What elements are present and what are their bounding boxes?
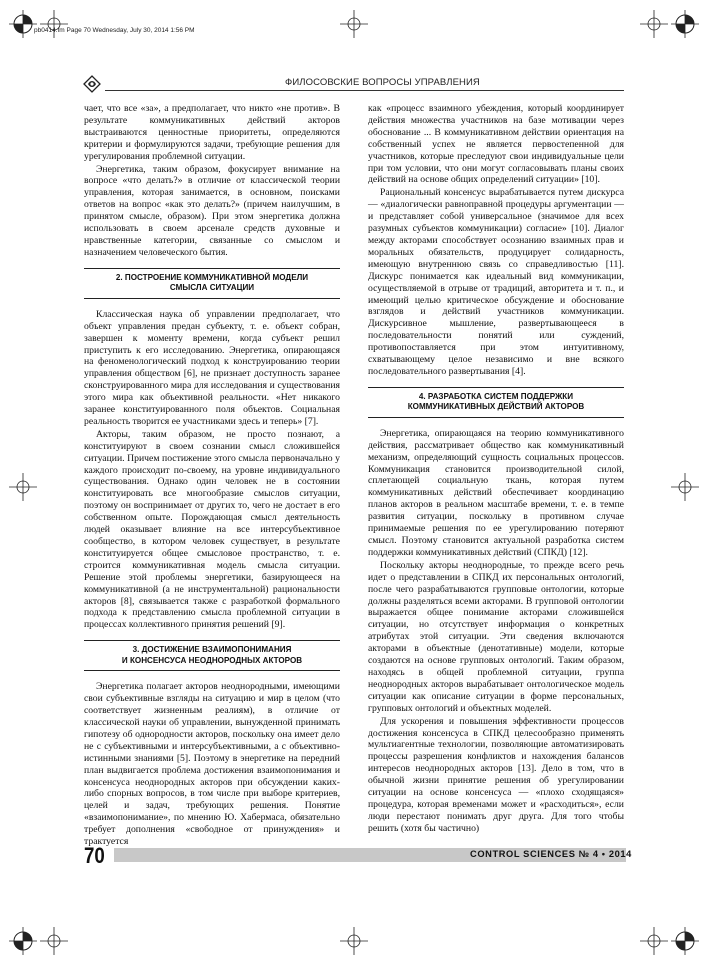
- journal-logo-icon: [82, 74, 102, 94]
- crop-mark-icon: [640, 927, 668, 955]
- center-mark-icon: [671, 473, 699, 501]
- paragraph: чает, что все «за», а предполагает, что никто «не против». В результате коммуникативных действий акторов выстраиваются ценностные приоритеты, определяются критерии и формулируются задачи, требующие решения для урегулирования проблемной ситуации.: [84, 103, 340, 162]
- paragraph: Классическая наука об управлении предполагает, что объект управления предан субъекту, т. е. объект собран, завершен к моменту времени, когда субъект решил приступить к его исследованию. Энергетика, опирающаяся на феноменологический подход к конструированию теории управления обществом [6], не признает доступность заранее сконструированного мира для исследования и существования этого мира как объективной реальности. «Нет никакого заранее конституированного поля объектов. Социальная реальность творится ее участниками здесь и теперь» [7].: [84, 308, 340, 427]
- section-heading-line: СМЫСЛА СИТУАЦИИ: [169, 283, 255, 293]
- section-heading-line: И КОНСЕНСУСА НЕОДНОРОДНЫХ АКТОРОВ: [121, 655, 303, 665]
- center-mark-icon: [340, 927, 368, 955]
- paragraph: Для ускорения и повышения эффективности процессов достижения консенсуса в СПКД целесообразно применять мультиагентные технологии, позволяющие автоматизировать процессы разрешения конфликтов и нахождения балансов интересов неоднородных акторов [13]. Дело в том, что в обычной жизни принятие решения об урегулировании ситуации на основе консенсуса — «плохо сходящаяся» процедура, которая временами может и «расходиться», если люди перестают понимать друг друга. Для того чтобы решить (хотя бы частично): [368, 715, 624, 834]
- crop-mark-icon: [640, 10, 668, 38]
- journal-footer: CONTROL SCIENCES № 4 • 2014: [470, 849, 632, 859]
- paragraph: Поскольку акторы неоднородные, то прежде всего речь идет о представлении в СПКД их персональных онтологий, после чего разрабатываются групповые онтологии, которые должны разделяться всеми акторами. В групповой онтологии выражается общее понимание акторами сложившейся ситуации, но отсутствует информация о конкретных атрибутах этой ситуации. Эти сведения включаются акторами в объектные (денотативные) модели, которые создаются на основе групповых онтологий. Таким образом, находясь в общей проблемной ситуации, группа неоднородных акторов вырабатывает онтологическое модель ситуации как описание ситуации в форме персональных, групповых онтологий и объектных моделей.: [368, 559, 624, 714]
- registration-mark-icon: [671, 10, 699, 38]
- section-heading-line: 4. РАЗРАБОТКА СИСТЕМ ПОДДЕРЖКИ: [418, 391, 574, 401]
- paragraph: Акторы, таким образом, не просто познают, а конституируют в своем сознании смысл сложившейся ситуации. Причем постижение этого смысла первоначально у каждого происходит по-своему, на уровне индивидуального существования. Однако один человек не в состоянии конституировать все многообразие смыслов ситуации, поэтому он воспринимает от других то, чего не достает в его собственном опыте. Порождающая смысл деятельность людей оказывает влияние на все интерсубъективное сообщество, в котором человек существует, в результате конституируется общее смысловое пространство, т. е. строится коммуникативная модель смысла ситуации. Решение этой проблемы энергетики, базирующееся на коммуникативной (а не инструментальной) рациональности акторов [8], связывается также с разработкой формального подхода к представлению смысла проблемной ситуации в процессах коллективного принятия решений [9].: [84, 428, 340, 631]
- section-heading-line: 2. ПОСТРОЕНИЕ КОММУНИКАТИВНОЙ МОДЕЛИ: [115, 272, 309, 282]
- paragraph: Энергетика, таким образом, фокусирует внимание на вопросе «что делать?» в отличие от классической теории управления, которая занимается, в основном, поисками ответов на вопрос «как это делать?» (причем наилучшим, в принятом смысле, образом). При этом энергетика должна использовать в своем арсенале средств духовные и нравственные категории, связанные со смыслом и назначением человеческого бытия.: [84, 163, 340, 258]
- crop-mark-icon: [40, 927, 68, 955]
- registration-mark-icon: [9, 10, 37, 38]
- center-mark-icon: [9, 473, 37, 501]
- paragraph: Энергетика полагает акторов неоднородными, имеющими свои субъективные взгляды на ситуацию и мир в целом (что соответствует жизненным реалиям), в отличие от классической науки об управлении, вынужденной принимать гипотезу об однородности акторов, поскольку она имеет дело не с субъективными и интерсубъективными, а с объективно-истинными знаниями [5]. Поэтому в энергетике на передний план выдвигается проблема достижения взаимопонимания и консенсуса неоднородных акторов при обсуждении каких-либо спорных вопросов, в том числе при выборе критериев, целей и задач, требующих решения. Понятие «взаимопонимание», по мнению Ю. Хабермаса, обязательно требует дополнения «свободное от принуждения» и трактуется: [84, 681, 340, 848]
- paragraph: Рациональный консенсус вырабатывается путем дискурса — «диалогически равноправной процедуры аргументации — и представляет собой универсальное (значимое для всех разумных субъектов коммуникации) согласие» [10]. Диалог между акторами способствует осознанию взаимных прав и моральных обязательств, продуцирует солидарность, имеющую внутреннюю связь со справедливостью [11]. Дискурс понимается как идеальный вид коммуникации, осуществляемой в отрыве от традиций, авторитета и т. п., и имеющий целью критическое обсуждение и обоснование взглядов и действий участников коммуникации. Дискурсивное мышление, развертывающееся в последовательности понятий или суждений, противопоставляется при этом интуитивному, схватывающему целое независимо и вне всякого последовательного развертывания [4].: [368, 187, 624, 377]
- paragraph: Энергетика, опирающаяся на теорию коммуникативного действия, рассматривает общество как коммуникативный механизм, определяющий сущность социальных процессов. Коммуникация становится производительной силой, сплетающей социальную ткань, которая путем коммуникативных действий обеспечивает координацию планов акторов в реальном масштабе времени, т. е. в темпе развития ситуации, поскольку в противном случае принимаемые решения по ее урегулированию потеряют смысл. Поэтому становится актуальной разработка систем поддержки коммуникативных действий (СПКД) [12].: [368, 427, 624, 558]
- header-rule: [105, 90, 624, 91]
- paragraph: как «процесс взаимного убеждения, который координирует действия множества участников на базе мотивации через обоснование ... В коммуникативном действии ориентация на собственный успех не является первостепенной для участников, которые преследуют свои индивидуальные цели при том условии, что они могут согласовывать планы своих действий на основе общих определений ситуации» [10].: [368, 103, 624, 186]
- section-heading-line: 3. ДОСТИЖЕНИЕ ВЗАИМОПОНИМАНИЯ: [132, 645, 292, 655]
- section-heading-4: [368, 387, 624, 418]
- section-heading-3: [84, 640, 340, 671]
- print-slug: pb0414.fm Page 70 Wednesday, July 30, 2014 1:56 PM: [34, 27, 195, 34]
- registration-mark-icon: [671, 927, 699, 955]
- page-number: 70: [84, 843, 105, 868]
- section-heading-line: КОММУНИКАТИВНЫХ ДЕЙСТВИЙ АКТОРОВ: [407, 402, 585, 412]
- registration-mark-icon: [9, 927, 37, 955]
- left-column: [84, 103, 340, 849]
- right-column: [368, 103, 624, 836]
- section-heading-2: [84, 268, 340, 299]
- center-mark-icon: [340, 10, 368, 38]
- running-header-title: ФИЛОСОВСКИЕ ВОПРОСЫ УПРАВЛЕНИЯ: [285, 77, 480, 88]
